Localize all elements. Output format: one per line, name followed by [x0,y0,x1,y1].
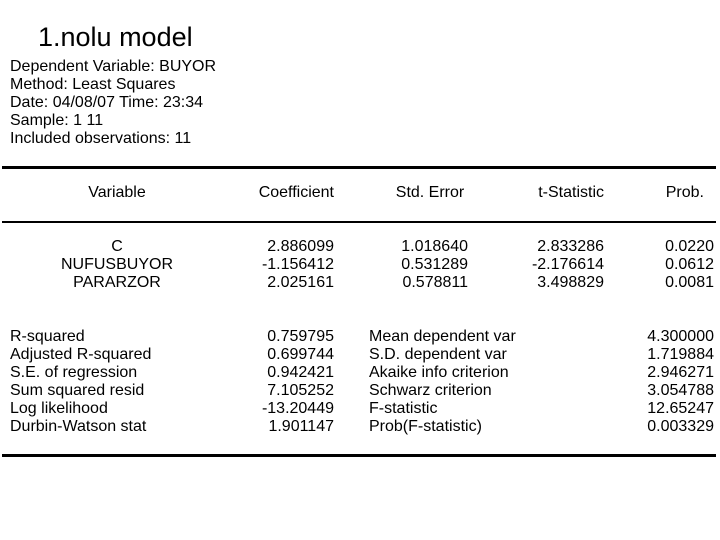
table-row-variable: NUFUSBUYOR [60,256,173,273]
stat-label: Durbin-Watson stat [10,418,147,435]
stat-label: Adjusted R-squared [10,346,152,363]
table-row-coefficient: -1.156412 [261,256,334,273]
stat-label: S.D. dependent var [369,346,507,363]
table-row-variable: PARARZOR [73,274,161,291]
date-time-line: Date: 04/08/07 Time: 23:34 [10,94,204,111]
stat-label: R-squared [10,328,85,345]
regression-metadata [10,58,216,148]
stat-value: 1.719884 [647,346,714,363]
coefficient-column [214,238,334,292]
sample-line: Sample: 1 11 [10,112,104,129]
stat-label: Schwarz criterion [369,382,492,399]
stat-value: 0.759795 [267,328,334,345]
stat-label: S.E. of regression [10,364,138,381]
stat-value: 2.946271 [647,364,714,381]
stats-right-labels [369,328,589,436]
table-row-t-statistic: 2.833286 [537,238,604,255]
header-std-error: Std. Error [395,184,465,201]
stat-label: Log likelihood [10,400,108,417]
stat-value: 12.65247 [647,400,714,417]
stats-left-values [214,328,334,436]
stat-value: 3.054788 [647,382,714,399]
table-row-variable: C [111,238,123,255]
stat-label: F-statistic [369,400,438,417]
stat-label: Prob(F-statistic) [369,418,482,435]
stat-value: 0.942421 [267,364,334,381]
table-row-coefficient: 2.886099 [267,238,334,255]
method-line: Method: Least Squares [10,76,176,93]
table-row-t-statistic: -2.176614 [531,256,604,273]
stat-value: -13.20449 [261,400,334,417]
prob-column [604,238,714,292]
stats-left-labels [10,328,210,436]
header-coefficient: Coefficient [258,184,334,201]
table-row-std-error: 0.578811 [402,274,468,291]
stat-label: Sum squared resid [10,382,145,399]
table-row-coefficient: 2.025161 [267,274,334,291]
stat-value: 0.003329 [647,418,714,435]
table-row-std-error: 0.531289 [401,256,468,273]
table-top-rule [2,166,716,169]
header-variable: Variable [88,184,146,201]
observations-line: Included observations: 11 [10,130,192,147]
stat-value: 4.300000 [647,328,714,345]
stat-label: Akaike info criterion [369,364,509,381]
table-row-prob: 0.0612 [665,256,714,273]
table-row-t-statistic: 3.498829 [537,274,604,291]
table-row-std-error: 1.018640 [401,238,468,255]
header-prob: Prob. [665,184,704,201]
table-row-prob: 0.0220 [665,238,714,255]
stats-right-values [594,328,714,436]
stat-label: Mean dependent var [369,328,516,345]
t-statistic-column [484,238,604,292]
table-row-prob: 0.0081 [665,274,714,291]
header-t-statistic: t-Statistic [538,184,604,201]
table-bottom-rule [2,454,716,457]
page-title: 1.nolu model [38,22,193,52]
dependent-variable-line: Dependent Variable: BUYOR [10,58,217,75]
stat-value: 1.901147 [268,418,334,435]
stat-value: 7.105252 [267,382,334,399]
std-error-column [348,238,468,292]
variable-column [50,238,184,292]
stat-value: 0.699744 [267,346,334,363]
header-rule [2,221,716,223]
